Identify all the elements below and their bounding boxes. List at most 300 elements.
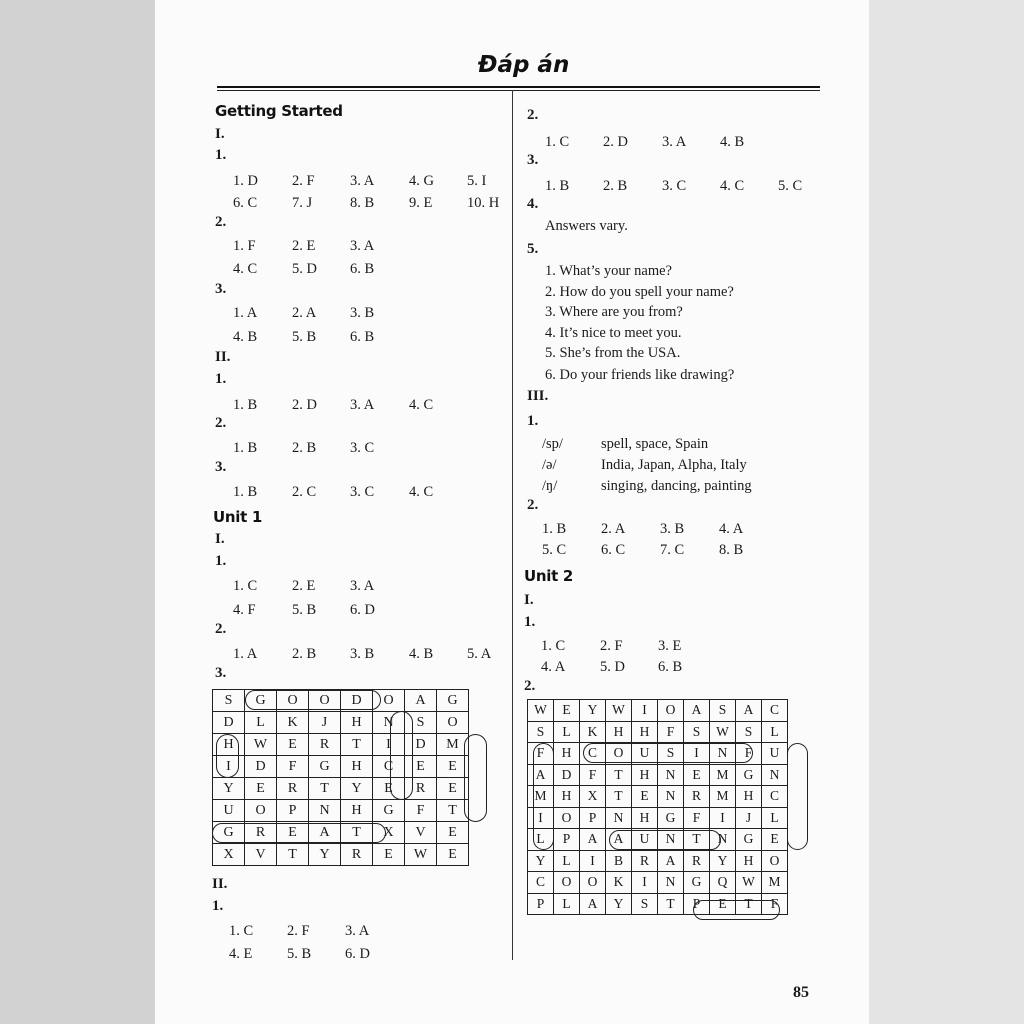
exercise-label: 2. — [215, 214, 227, 230]
section-label: II. — [212, 876, 228, 892]
grid-cell: Y — [309, 844, 341, 866]
answer: 2. F — [287, 923, 310, 939]
grid-row — [528, 893, 788, 915]
grid-cell: V — [405, 822, 437, 844]
grid-cell: W — [245, 734, 277, 756]
grid-row — [213, 844, 469, 866]
answer: 1. C — [541, 638, 566, 654]
grid-cell: E — [277, 822, 309, 844]
grid-cell: A — [405, 690, 437, 712]
answer: 3. A — [350, 578, 375, 594]
grid-cell: F — [580, 764, 606, 786]
phonetic-sound: /ə/ — [542, 457, 557, 473]
column-divider — [512, 90, 513, 960]
grid-row — [528, 829, 788, 851]
answer: 2. F — [600, 638, 623, 654]
sentence: 6. Do your friends like drawing? — [545, 367, 735, 383]
answer: 3. C — [350, 484, 375, 500]
answer: 1. B — [542, 521, 567, 537]
grid-cell: G — [658, 807, 684, 829]
grid-cell: C — [762, 786, 788, 808]
grid-cell: F — [405, 800, 437, 822]
answer: 5. A — [467, 646, 492, 662]
grid-cell: C — [762, 700, 788, 722]
grid-cell: E — [373, 844, 405, 866]
answer: 3. B — [350, 646, 375, 662]
grid-cell: F — [528, 743, 554, 765]
grid-cell: E — [437, 778, 469, 800]
grid-cell: S — [213, 690, 245, 712]
grid-cell: G — [309, 756, 341, 778]
grid-row — [528, 807, 788, 829]
grid-cell: K — [277, 712, 309, 734]
page-title: Đáp án — [478, 52, 570, 78]
answer: 6. B — [350, 261, 375, 277]
grid-cell: G — [245, 690, 277, 712]
grid-cell: T — [736, 893, 762, 915]
grid-cell: T — [606, 786, 632, 808]
grid-cell: H — [736, 786, 762, 808]
grid-cell: L — [554, 893, 580, 915]
grid-cell: N — [606, 807, 632, 829]
answer: 2. B — [292, 440, 317, 456]
grid-cell: T — [341, 822, 373, 844]
grid-cell: Y — [580, 700, 606, 722]
answer: 6. C — [601, 542, 626, 558]
phonetic-words: spell, space, Spain — [601, 436, 709, 452]
grid-cell: L — [554, 850, 580, 872]
grid-cell: S — [528, 721, 554, 743]
phonetic-words: India, Japan, Alpha, Italy — [601, 457, 747, 473]
grid-cell: I — [580, 850, 606, 872]
title-rule — [217, 86, 820, 88]
grid-cell: L — [762, 721, 788, 743]
grid-row — [213, 690, 469, 712]
answer: 4. C — [409, 397, 434, 413]
grid-cell: D — [213, 712, 245, 734]
grid-cell: E — [554, 700, 580, 722]
sentence: 5. She’s from the USA. — [545, 345, 681, 361]
section-label: III. — [527, 388, 549, 404]
heading-unit-1: Unit 1 — [213, 508, 263, 526]
grid-cell: N — [658, 764, 684, 786]
word-search-grid-unit2 — [527, 699, 788, 915]
grid-cell: C — [528, 872, 554, 894]
answer: 3. B — [350, 305, 375, 321]
grid-cell: F — [736, 743, 762, 765]
grid-cell: O — [658, 700, 684, 722]
answer: 3. A — [350, 238, 375, 254]
grid-cell: N — [373, 712, 405, 734]
grid-cell: N — [710, 829, 736, 851]
heading-unit-2: Unit 2 — [524, 567, 574, 585]
phonetic-sound: /ŋ/ — [542, 478, 558, 494]
phonetic-words: singing, dancing, painting — [601, 478, 752, 494]
grid-cell: I — [632, 872, 658, 894]
grid-cell: A — [736, 700, 762, 722]
grid-cell: F — [684, 807, 710, 829]
grid-cell: D — [245, 756, 277, 778]
grid-cell: R — [309, 734, 341, 756]
grid-cell: H — [632, 721, 658, 743]
sentence: 1. What’s your name? — [545, 263, 672, 279]
answer: 9. E — [409, 195, 433, 211]
grid-cell: W — [736, 872, 762, 894]
answer: 6. D — [350, 602, 375, 618]
grid-cell: A — [606, 829, 632, 851]
answer: 2. A — [292, 305, 317, 321]
grid-cell: E — [277, 734, 309, 756]
grid-cell: R — [245, 822, 277, 844]
answer: 1. B — [233, 484, 258, 500]
answer: 2. B — [292, 646, 317, 662]
answer: 1. B — [545, 178, 570, 194]
answer: 1. A — [233, 305, 258, 321]
grid-cell: A — [528, 764, 554, 786]
grid-cell: E — [245, 778, 277, 800]
grid-cell: I — [373, 734, 405, 756]
grid-cell: O — [277, 690, 309, 712]
answer: 5. C — [778, 178, 803, 194]
grid-cell: P — [580, 807, 606, 829]
grid-cell: Y — [213, 778, 245, 800]
exercise-label: 2. — [215, 415, 227, 431]
grid-cell: H — [213, 734, 245, 756]
phonetic-sound: /sp/ — [542, 436, 563, 452]
grid-cell: U — [762, 743, 788, 765]
grid-cell: L — [528, 829, 554, 851]
answer: 3. E — [658, 638, 682, 654]
grid-cell: G — [684, 872, 710, 894]
grid-cell: Y — [341, 778, 373, 800]
answer: 2. A — [601, 521, 626, 537]
grid-cell: D — [405, 734, 437, 756]
section-label: I. — [215, 126, 225, 142]
answer: 4. A — [719, 521, 744, 537]
grid-cell: N — [658, 872, 684, 894]
answer: 1. B — [233, 440, 258, 456]
answer: 4. B — [233, 329, 258, 345]
answer: 6. C — [233, 195, 258, 211]
grid-cell: W — [710, 721, 736, 743]
answer: 2. F — [292, 173, 315, 189]
grid-cell: G — [736, 829, 762, 851]
answer: 4. B — [409, 646, 434, 662]
grid-row — [528, 764, 788, 786]
answer: 3. A — [662, 134, 687, 150]
answer: 1. D — [233, 173, 258, 189]
grid-cell: W — [405, 844, 437, 866]
answer: 4. G — [409, 173, 434, 189]
exercise-label: 2. — [215, 621, 227, 637]
grid-cell: R — [684, 850, 710, 872]
grid-cell: M — [710, 786, 736, 808]
grid-cell: X — [373, 822, 405, 844]
grid-cell: L — [245, 712, 277, 734]
answer: 6. B — [350, 329, 375, 345]
answer: 4. B — [720, 134, 745, 150]
exercise-label: 3. — [527, 152, 539, 168]
grid-cell: G — [736, 764, 762, 786]
grid-cell: Q — [710, 872, 736, 894]
sentence: 4. It’s nice to meet you. — [545, 325, 682, 341]
grid-cell: X — [580, 786, 606, 808]
answer: 1. C — [545, 134, 570, 150]
grid-cell: M — [762, 872, 788, 894]
grid-cell: V — [245, 844, 277, 866]
grid-cell: H — [554, 786, 580, 808]
section-label: I. — [215, 531, 225, 547]
grid-cell: N — [309, 800, 341, 822]
grid-cell: J — [736, 807, 762, 829]
page-edge — [869, 0, 1024, 1024]
answer: 5. D — [600, 659, 625, 675]
grid-cell: L — [762, 807, 788, 829]
grid-row — [213, 822, 469, 844]
exercise-label: 2. — [524, 678, 536, 694]
grid-cell: O — [554, 872, 580, 894]
grid-cell: E — [710, 893, 736, 915]
grid-cell: S — [632, 893, 658, 915]
grid-cell: O — [373, 690, 405, 712]
answer: 4. C — [409, 484, 434, 500]
answer: 6. D — [345, 946, 370, 962]
answer: 8. B — [350, 195, 375, 211]
answer: 4. A — [541, 659, 566, 675]
section-label: II. — [215, 349, 231, 365]
answer: 6. B — [658, 659, 683, 675]
grid-cell: F — [277, 756, 309, 778]
grid-cell: I — [710, 807, 736, 829]
answer: 1. C — [229, 923, 254, 939]
answer: 4. F — [233, 602, 256, 618]
grid-cell: O — [762, 850, 788, 872]
grid-cell: L — [554, 721, 580, 743]
grid-row — [213, 778, 469, 800]
sentence: 3. Where are you from? — [545, 304, 683, 320]
answer: 2. D — [603, 134, 628, 150]
grid-cell: W — [528, 700, 554, 722]
title-rule-thin — [217, 90, 820, 91]
grid-cell: E — [684, 764, 710, 786]
exercise-label: 3. — [215, 281, 227, 297]
grid-cell: K — [606, 872, 632, 894]
answer: 5. B — [287, 946, 312, 962]
grid-cell: S — [684, 721, 710, 743]
answer: 1. B — [233, 397, 258, 413]
page-number: 85 — [793, 984, 809, 1001]
grid-cell: P — [554, 829, 580, 851]
exercise-label: 5. — [527, 241, 539, 257]
grid-cell: M — [710, 764, 736, 786]
word-search-grid-unit1 — [212, 689, 469, 866]
grid-row — [528, 743, 788, 765]
grid-cell: R — [632, 850, 658, 872]
grid-cell: A — [580, 893, 606, 915]
grid-cell: X — [213, 844, 245, 866]
grid-cell: A — [580, 829, 606, 851]
grid-cell: G — [213, 822, 245, 844]
answer: 4. E — [229, 946, 253, 962]
grid-cell: I — [632, 700, 658, 722]
answer: 3. C — [662, 178, 687, 194]
grid-cell: Y — [606, 893, 632, 915]
answer-text: Answers vary. — [545, 218, 628, 234]
grid-cell: O — [580, 872, 606, 894]
grid-cell: E — [762, 829, 788, 851]
exercise-label: 1. — [212, 898, 224, 914]
exercise-label: 1. — [215, 147, 227, 163]
grid-cell: F — [762, 893, 788, 915]
grid-cell: K — [580, 721, 606, 743]
grid-cell: Y — [528, 850, 554, 872]
grid-cell: S — [658, 743, 684, 765]
sentence: 2. How do you spell your name? — [545, 284, 734, 300]
grid-cell: T — [309, 778, 341, 800]
exercise-label: 1. — [524, 614, 536, 630]
exercise-label: 3. — [215, 459, 227, 475]
grid-cell: S — [710, 700, 736, 722]
answer: 5. B — [292, 329, 317, 345]
grid-cell: P — [277, 800, 309, 822]
grid-cell: U — [632, 743, 658, 765]
exercise-label: 2. — [527, 497, 539, 513]
answer: 2. B — [603, 178, 628, 194]
exercise-label: 1. — [215, 371, 227, 387]
grid-cell: R — [684, 786, 710, 808]
answer: 5. I — [467, 173, 487, 189]
grid-cell: P — [684, 893, 710, 915]
section-label: I. — [524, 592, 534, 608]
grid-cell: H — [606, 721, 632, 743]
grid-cell: R — [341, 844, 373, 866]
grid-cell: W — [606, 700, 632, 722]
grid-row — [528, 850, 788, 872]
grid-cell: E — [405, 756, 437, 778]
grid-cell: J — [309, 712, 341, 734]
answer: 7. C — [660, 542, 685, 558]
heading-getting-started: Getting Started — [215, 102, 343, 120]
grid-cell: N — [710, 743, 736, 765]
grid-cell: N — [658, 786, 684, 808]
grid-cell: I — [528, 807, 554, 829]
grid-cell: N — [658, 829, 684, 851]
grid-cell: U — [213, 800, 245, 822]
grid-cell: C — [580, 743, 606, 765]
grid-cell: G — [373, 800, 405, 822]
grid-cell: R — [405, 778, 437, 800]
grid-cell: O — [554, 807, 580, 829]
grid-cell: H — [632, 764, 658, 786]
grid-cell: T — [684, 829, 710, 851]
exercise-label: 4. — [527, 196, 539, 212]
answer: 8. B — [719, 542, 744, 558]
grid-row — [528, 700, 788, 722]
exercise-label: 1. — [215, 553, 227, 569]
grid-cell: T — [658, 893, 684, 915]
grid-row — [213, 712, 469, 734]
grid-cell: S — [405, 712, 437, 734]
grid-cell: D — [341, 690, 373, 712]
grid-cell: A — [309, 822, 341, 844]
grid-cell: E — [373, 778, 405, 800]
grid-cell: I — [213, 756, 245, 778]
grid-row — [528, 786, 788, 808]
answer: 5. D — [292, 261, 317, 277]
exercise-label: 2. — [527, 107, 539, 123]
grid-cell: H — [554, 743, 580, 765]
grid-cell: M — [528, 786, 554, 808]
grid-cell: A — [684, 700, 710, 722]
grid-cell: O — [437, 712, 469, 734]
answer: 1. C — [233, 578, 258, 594]
grid-cell: O — [245, 800, 277, 822]
answer: 3. A — [350, 397, 375, 413]
grid-cell: B — [606, 850, 632, 872]
grid-cell: D — [554, 764, 580, 786]
grid-cell: I — [684, 743, 710, 765]
answer: 2. E — [292, 578, 316, 594]
grid-cell: A — [658, 850, 684, 872]
grid-cell: H — [341, 712, 373, 734]
grid-row — [528, 721, 788, 743]
grid-row — [213, 800, 469, 822]
grid-cell: S — [736, 721, 762, 743]
answer: 3. C — [350, 440, 375, 456]
exercise-label: 1. — [527, 413, 539, 429]
answer: 5. B — [292, 602, 317, 618]
grid-row — [213, 734, 469, 756]
grid-cell: T — [277, 844, 309, 866]
grid-cell: U — [632, 829, 658, 851]
answer: 10. H — [467, 195, 500, 211]
grid-cell: H — [736, 850, 762, 872]
grid-cell: O — [309, 690, 341, 712]
grid-cell: T — [437, 800, 469, 822]
answer: 3. A — [345, 923, 370, 939]
grid-row — [213, 756, 469, 778]
grid-cell: E — [632, 786, 658, 808]
answer: 3. A — [350, 173, 375, 189]
grid-cell: G — [437, 690, 469, 712]
grid-cell: E — [437, 822, 469, 844]
answer: 5. C — [542, 542, 567, 558]
grid-cell: H — [341, 800, 373, 822]
answer: 2. E — [292, 238, 316, 254]
answer: 4. C — [720, 178, 745, 194]
grid-cell: Y — [710, 850, 736, 872]
grid-cell: H — [341, 756, 373, 778]
answer: 2. D — [292, 397, 317, 413]
grid-cell: P — [528, 893, 554, 915]
grid-cell: C — [373, 756, 405, 778]
grid-cell: N — [762, 764, 788, 786]
answer: 1. A — [233, 646, 258, 662]
grid-cell: T — [341, 734, 373, 756]
answer: 2. C — [292, 484, 317, 500]
exercise-label: 3. — [215, 665, 227, 681]
answer: 4. C — [233, 261, 258, 277]
grid-cell: T — [606, 764, 632, 786]
grid-cell: F — [658, 721, 684, 743]
grid-cell: H — [632, 807, 658, 829]
grid-cell: E — [437, 844, 469, 866]
grid-cell: M — [437, 734, 469, 756]
answer: 3. B — [660, 521, 685, 537]
grid-cell: O — [606, 743, 632, 765]
grid-cell: E — [437, 756, 469, 778]
grid-cell: R — [277, 778, 309, 800]
